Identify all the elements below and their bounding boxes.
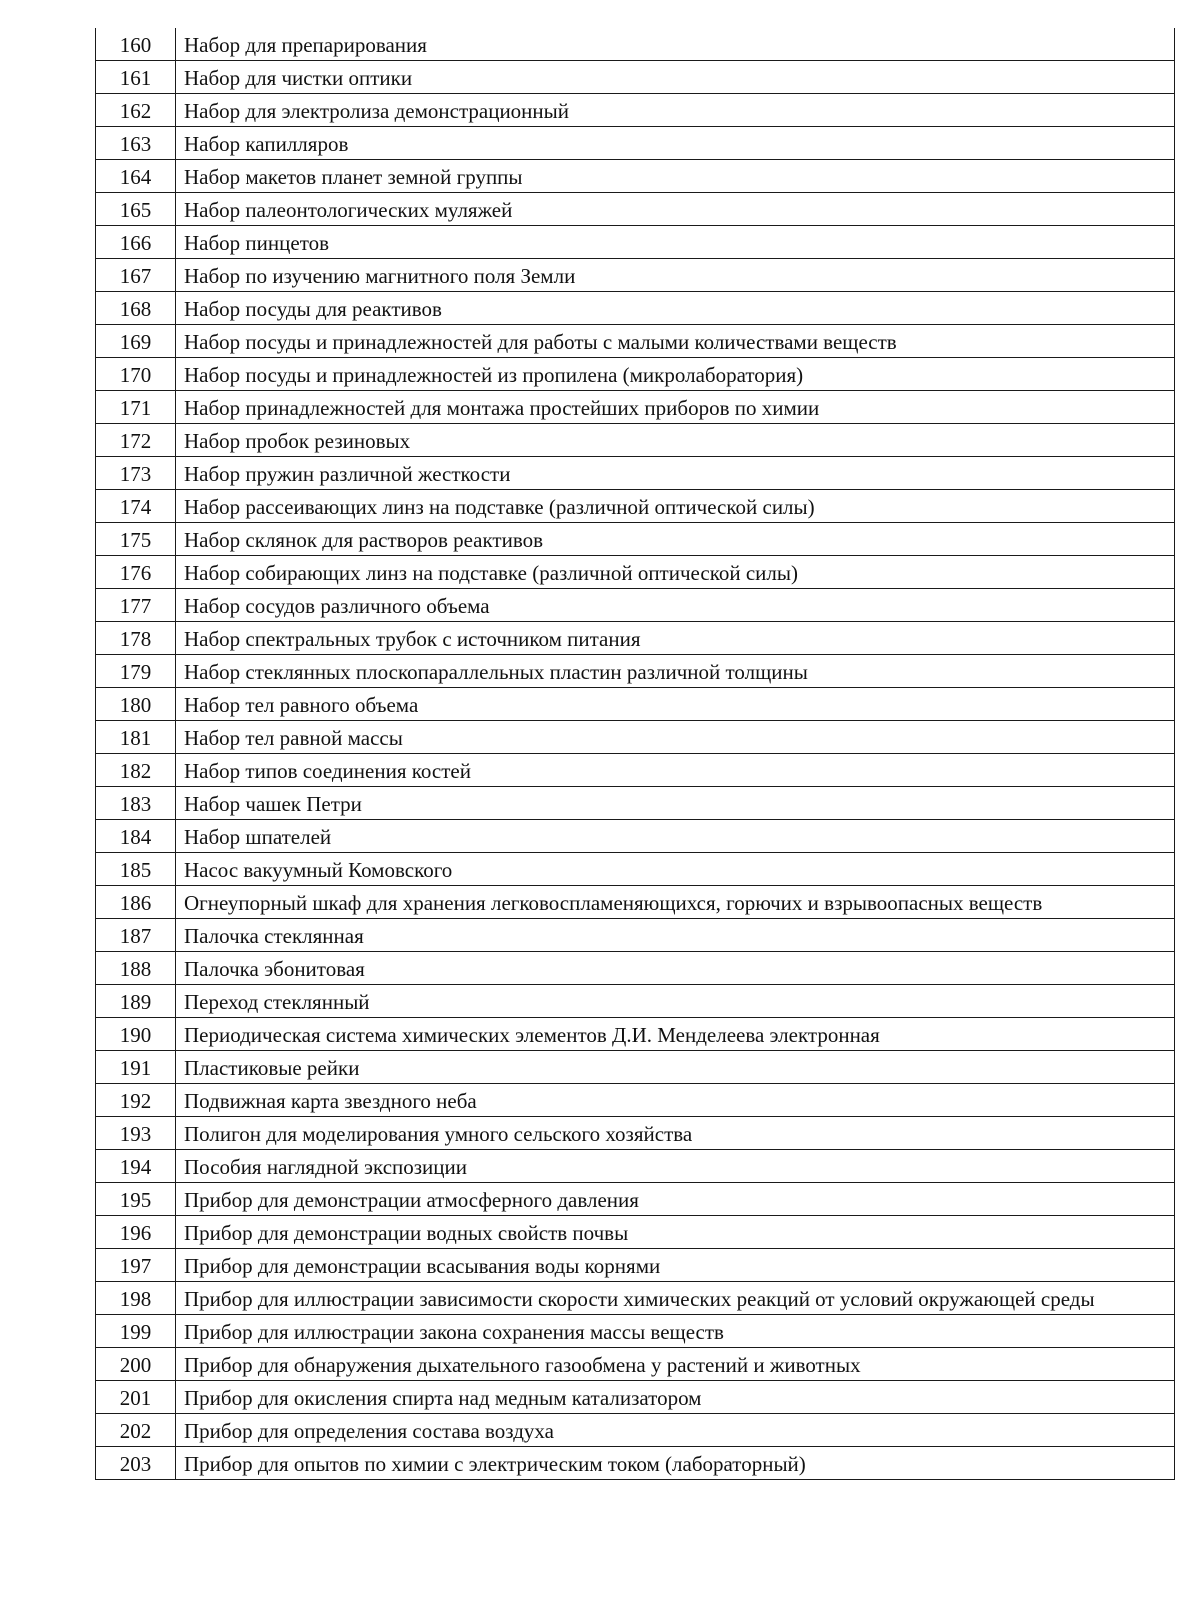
- item-name-cell: Набор рассеивающих линз на подставке (различной оптической силы): [176, 490, 1175, 523]
- row-number-cell: 161: [96, 61, 176, 94]
- table-row: [96, 292, 1175, 325]
- row-number-cell: 201: [96, 1381, 176, 1414]
- table-row: [96, 259, 1175, 292]
- row-number-cell: 200: [96, 1348, 176, 1381]
- item-name-cell: Набор шпателей: [176, 820, 1175, 853]
- item-name-cell: Набор принадлежностей для монтажа простейших приборов по химии: [176, 391, 1175, 424]
- item-name-cell: Прибор для опытов по химии с электрическим током (лабораторный): [176, 1447, 1175, 1480]
- table-row: [96, 721, 1175, 754]
- row-number-cell: 170: [96, 358, 176, 391]
- row-number-cell: 175: [96, 523, 176, 556]
- item-name-cell: Набор пружин различной жесткости: [176, 457, 1175, 490]
- row-number-cell: 176: [96, 556, 176, 589]
- table-row: [96, 919, 1175, 952]
- row-number-cell: 165: [96, 193, 176, 226]
- table-row: [96, 787, 1175, 820]
- row-number-cell: 199: [96, 1315, 176, 1348]
- item-name-cell: Набор посуды и принадлежностей для работы с малыми количествами веществ: [176, 325, 1175, 358]
- row-number-cell: 167: [96, 259, 176, 292]
- table-row: [96, 985, 1175, 1018]
- row-number-cell: 181: [96, 721, 176, 754]
- item-name-cell: Набор тел равного объема: [176, 688, 1175, 721]
- item-name-cell: Полигон для моделирования умного сельского хозяйства: [176, 1117, 1175, 1150]
- row-number-cell: 172: [96, 424, 176, 457]
- row-number-cell: 189: [96, 985, 176, 1018]
- row-number-cell: 197: [96, 1249, 176, 1282]
- item-name-cell: Прибор для демонстрации водных свойств почвы: [176, 1216, 1175, 1249]
- table-row: [96, 1282, 1175, 1315]
- item-name-cell: Периодическая система химических элементов Д.И. Менделеева электронная: [176, 1018, 1175, 1051]
- item-name-cell: Набор пинцетов: [176, 226, 1175, 259]
- item-name-cell: Набор тел равной массы: [176, 721, 1175, 754]
- item-name-cell: Палочка эбонитовая: [176, 952, 1175, 985]
- table-row: [96, 61, 1175, 94]
- item-name-cell: Прибор для иллюстрации закона сохранения массы веществ: [176, 1315, 1175, 1348]
- row-number-cell: 193: [96, 1117, 176, 1150]
- row-number-cell: 183: [96, 787, 176, 820]
- table-row: [96, 1249, 1175, 1282]
- item-name-cell: Набор посуды и принадлежностей из пропилена (микролаборатория): [176, 358, 1175, 391]
- item-name-cell: Набор посуды для реактивов: [176, 292, 1175, 325]
- item-name-cell: Набор для чистки оптики: [176, 61, 1175, 94]
- table-row: [96, 688, 1175, 721]
- table-row: [96, 358, 1175, 391]
- row-number-cell: 163: [96, 127, 176, 160]
- table-row: [96, 1414, 1175, 1447]
- item-name-cell: Прибор для окисления спирта над медным катализатором: [176, 1381, 1175, 1414]
- table-row: [96, 886, 1175, 919]
- row-number-cell: 160: [96, 28, 176, 61]
- row-number-cell: 195: [96, 1183, 176, 1216]
- row-number-cell: 190: [96, 1018, 176, 1051]
- item-name-cell: Набор палеонтологических муляжей: [176, 193, 1175, 226]
- item-name-cell: Набор макетов планет земной группы: [176, 160, 1175, 193]
- row-number-cell: 185: [96, 853, 176, 886]
- item-name-cell: Набор склянок для растворов реактивов: [176, 523, 1175, 556]
- item-name-cell: Прибор для определения состава воздуха: [176, 1414, 1175, 1447]
- item-name-cell: Набор спектральных трубок с источником питания: [176, 622, 1175, 655]
- row-number-cell: 162: [96, 94, 176, 127]
- table-row: [96, 1084, 1175, 1117]
- item-name-cell: Огнеупорный шкаф для хранения легковоспламеняющихся, горючих и взрывоопасных веществ: [176, 886, 1175, 919]
- table-row: [96, 1183, 1175, 1216]
- table-row: [96, 1216, 1175, 1249]
- row-number-cell: 196: [96, 1216, 176, 1249]
- row-number-cell: 203: [96, 1447, 176, 1480]
- item-name-cell: Набор для препарирования: [176, 28, 1175, 61]
- row-number-cell: 177: [96, 589, 176, 622]
- row-number-cell: 194: [96, 1150, 176, 1183]
- item-name-cell: Набор по изучению магнитного поля Земли: [176, 259, 1175, 292]
- table-row: [96, 1150, 1175, 1183]
- item-name-cell: Набор пробок резиновых: [176, 424, 1175, 457]
- table-row: [96, 490, 1175, 523]
- item-name-cell: Насос вакуумный Комовского: [176, 853, 1175, 886]
- item-name-cell: Подвижная карта звездного неба: [176, 1084, 1175, 1117]
- item-name-cell: Набор капилляров: [176, 127, 1175, 160]
- table-row: [96, 1018, 1175, 1051]
- row-number-cell: 182: [96, 754, 176, 787]
- item-name-cell: Пособия наглядной экспозиции: [176, 1150, 1175, 1183]
- row-number-cell: 184: [96, 820, 176, 853]
- row-number-cell: 191: [96, 1051, 176, 1084]
- table-row: [96, 94, 1175, 127]
- item-name-cell: Набор для электролиза демонстрационный: [176, 94, 1175, 127]
- table-row: [96, 127, 1175, 160]
- item-name-cell: Набор сосудов различного объема: [176, 589, 1175, 622]
- table-row: [96, 1051, 1175, 1084]
- row-number-cell: 171: [96, 391, 176, 424]
- table-row: [96, 457, 1175, 490]
- row-number-cell: 166: [96, 226, 176, 259]
- table-row: [96, 655, 1175, 688]
- table-row: [96, 754, 1175, 787]
- table-row: [96, 193, 1175, 226]
- table-row: [96, 853, 1175, 886]
- row-number-cell: 198: [96, 1282, 176, 1315]
- row-number-cell: 179: [96, 655, 176, 688]
- item-name-cell: Набор типов соединения костей: [176, 754, 1175, 787]
- item-name-cell: Набор чашек Петри: [176, 787, 1175, 820]
- item-name-cell: Палочка стеклянная: [176, 919, 1175, 952]
- row-number-cell: 186: [96, 886, 176, 919]
- row-number-cell: 169: [96, 325, 176, 358]
- table-row: [96, 1315, 1175, 1348]
- table-row: [96, 820, 1175, 853]
- item-name-cell: Прибор для иллюстрации зависимости скорости химических реакций от условий окружающей среды: [176, 1282, 1175, 1315]
- table-row: [96, 1117, 1175, 1150]
- table-row: [96, 556, 1175, 589]
- row-number-cell: 187: [96, 919, 176, 952]
- table-row: [96, 424, 1175, 457]
- table-row: [96, 160, 1175, 193]
- item-name-cell: Прибор для обнаружения дыхательного газообмена у растений и животных: [176, 1348, 1175, 1381]
- equipment-table: [95, 28, 1175, 1480]
- item-name-cell: Прибор для демонстрации всасывания воды корнями: [176, 1249, 1175, 1282]
- item-name-cell: Переход стеклянный: [176, 985, 1175, 1018]
- row-number-cell: 164: [96, 160, 176, 193]
- item-name-cell: Прибор для демонстрации атмосферного давления: [176, 1183, 1175, 1216]
- row-number-cell: 188: [96, 952, 176, 985]
- row-number-cell: 173: [96, 457, 176, 490]
- item-name-cell: Набор стеклянных плоскопараллельных пластин различной толщины: [176, 655, 1175, 688]
- table-row: [96, 391, 1175, 424]
- table-body: [96, 28, 1175, 1480]
- document-page: [95, 28, 1175, 1480]
- row-number-cell: 192: [96, 1084, 176, 1117]
- item-name-cell: Набор собирающих линз на подставке (различной оптической силы): [176, 556, 1175, 589]
- table-row: [96, 523, 1175, 556]
- row-number-cell: 178: [96, 622, 176, 655]
- row-number-cell: 168: [96, 292, 176, 325]
- table-row: [96, 226, 1175, 259]
- table-row: [96, 1348, 1175, 1381]
- row-number-cell: 174: [96, 490, 176, 523]
- table-row: [96, 28, 1175, 61]
- table-row: [96, 952, 1175, 985]
- row-number-cell: 180: [96, 688, 176, 721]
- table-row: [96, 325, 1175, 358]
- item-name-cell: Пластиковые рейки: [176, 1051, 1175, 1084]
- table-row: [96, 1381, 1175, 1414]
- row-number-cell: 202: [96, 1414, 176, 1447]
- table-row: [96, 1447, 1175, 1480]
- table-row: [96, 622, 1175, 655]
- table-row: [96, 589, 1175, 622]
